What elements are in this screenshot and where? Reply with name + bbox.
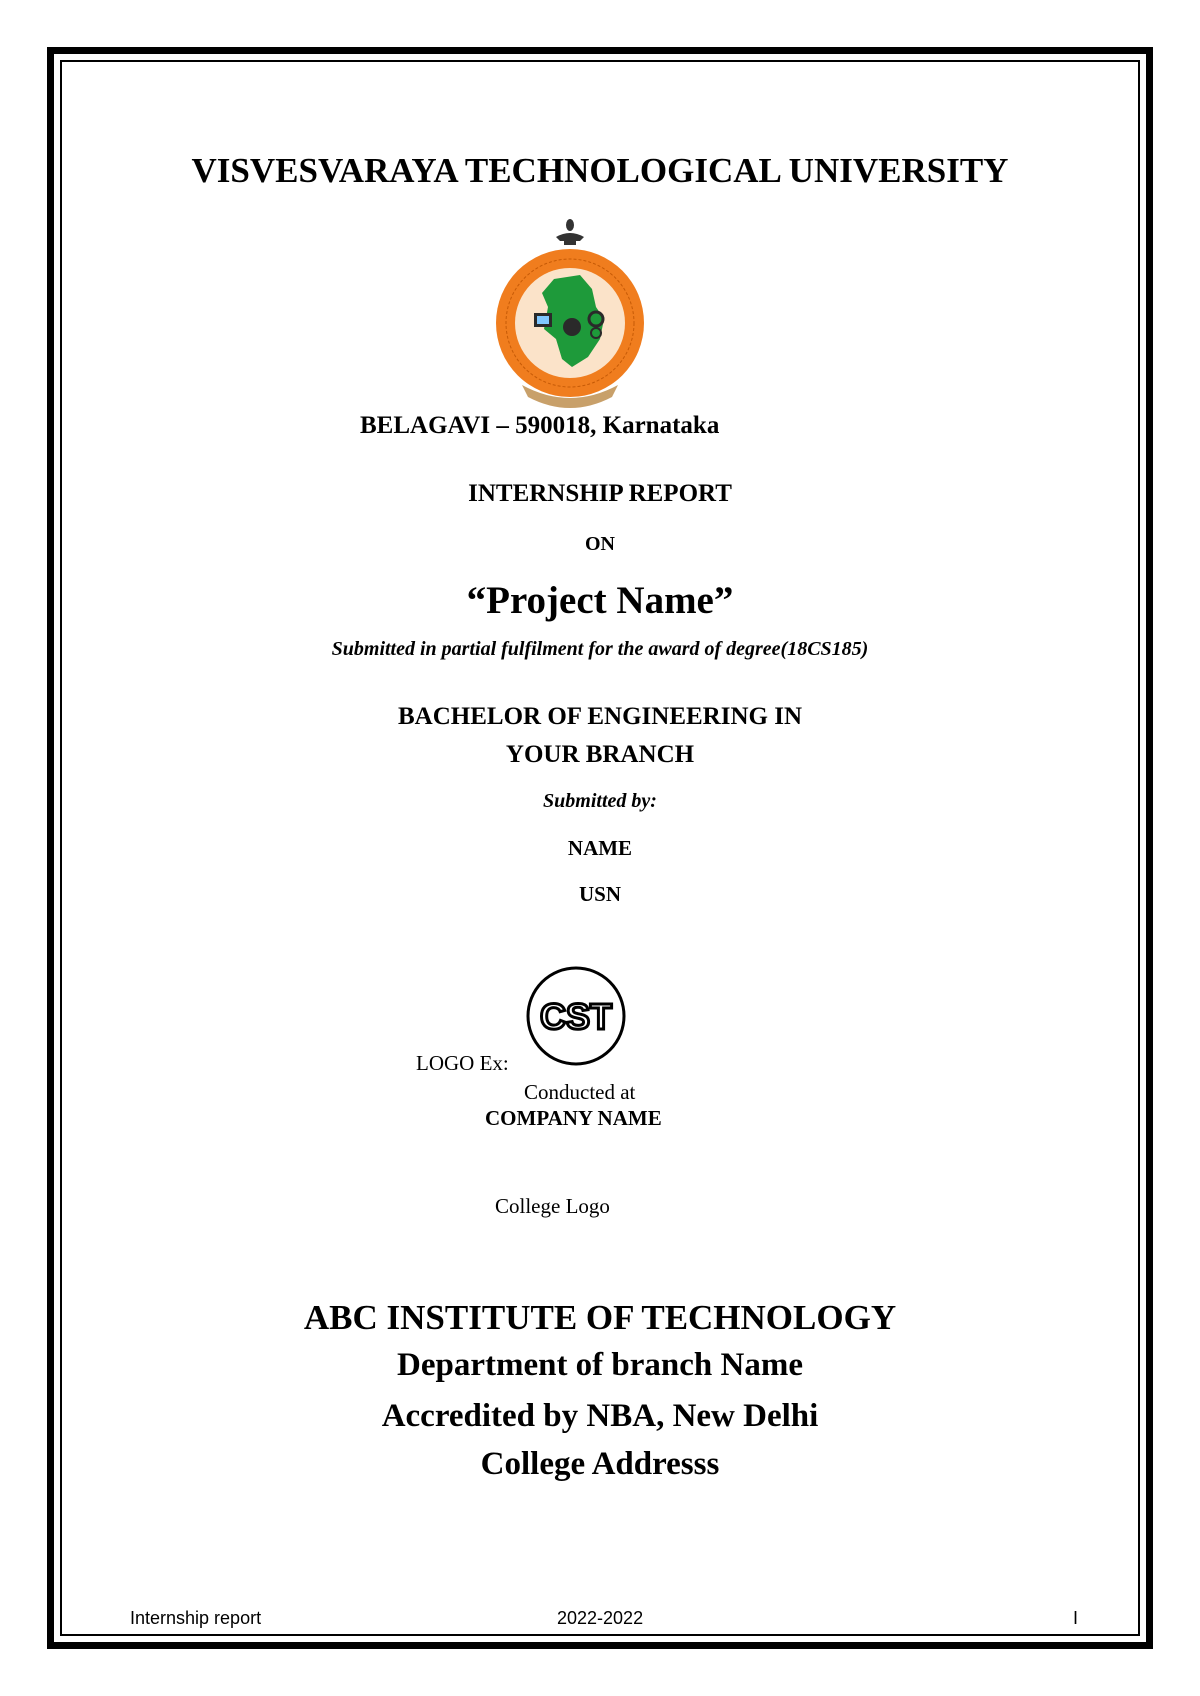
department-name: Department of branch Name <box>396 1347 803 1383</box>
logo-example-label: LOGO Ex: <box>416 1051 509 1075</box>
report-type: INTERNSHIP REPORT <box>468 480 732 507</box>
accreditation: Accredited by NBA, New Delhi <box>381 1398 819 1434</box>
college-logo-placeholder: College Logo <box>495 1194 610 1218</box>
company-name: COMPANY NAME <box>485 1106 662 1130</box>
college-address: College Addresss <box>480 1446 720 1482</box>
seal-top-lamp <box>556 219 584 245</box>
student-usn: USN <box>578 882 621 906</box>
conducted-at-label: Conducted at <box>524 1080 636 1104</box>
student-name: NAME <box>567 836 633 860</box>
footer-page-number: I <box>1073 1608 1079 1628</box>
footer-year: 2022-2022 <box>557 1608 644 1628</box>
seal-emblem-icon <box>563 318 581 336</box>
degree-title: BACHELOR OF ENGINEERING IN <box>398 703 802 730</box>
university-location: BELAGAVI – 590018, Karnataka <box>360 412 720 439</box>
institute-name: ABC INSTITUTE OF TECHNOLOGY <box>303 1298 897 1337</box>
university-title: VISVESVARAYA TECHNOLOGICAL UNIVERSITY <box>191 151 1009 190</box>
company-logo <box>525 965 627 1067</box>
report-on: ON <box>585 533 615 555</box>
degree-submission-note: Submitted in partial fulfilment for the award of degree(18CS185) <box>331 638 869 660</box>
degree-branch: YOUR BRANCH <box>505 741 695 768</box>
project-name: “Project Name” <box>466 579 734 622</box>
vtu-seal-logo <box>492 215 648 415</box>
footer-title: Internship report <box>130 1608 262 1628</box>
company-logo-text: CST <box>540 996 612 1037</box>
submitted-by-label: Submitted by: <box>543 790 657 812</box>
